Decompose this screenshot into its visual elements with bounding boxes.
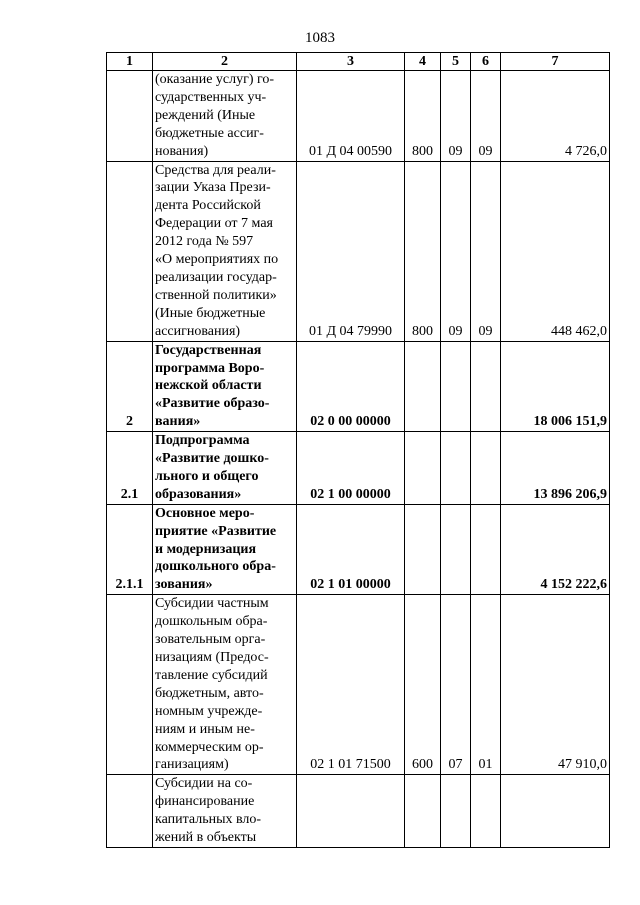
row-description: Субсидии на со- финансирование капитальных вло- жений в объекты bbox=[153, 775, 297, 848]
row-description: Средства для реали- зации Указа Прези- дента Российской Федерации от 7 мая 2012 года № 597 «О мероприятиях по реализации государ- ственной политики» (Иные бюджетные ассигнования) bbox=[153, 161, 297, 341]
row-number bbox=[107, 71, 153, 162]
table-row bbox=[107, 432, 610, 505]
row-amount: 13 896 206,9 bbox=[501, 432, 610, 505]
row-description: Государственная программа Воро- нежской области «Развитие образо- вания» bbox=[153, 341, 297, 432]
page-number: 1083 bbox=[305, 30, 335, 46]
row-col5 bbox=[441, 504, 471, 595]
row-number: 2.1 bbox=[107, 432, 153, 505]
row-description: (оказание услуг) го- сударственных уч- реждений (Иные бюджетные ассиг- нования) bbox=[153, 71, 297, 162]
row-col6: 09 bbox=[471, 161, 501, 341]
row-amount bbox=[501, 775, 610, 848]
table-row bbox=[107, 504, 610, 595]
row-code bbox=[297, 775, 405, 848]
row-code: 02 1 00 00000 bbox=[297, 432, 405, 505]
row-col4 bbox=[405, 341, 441, 432]
row-col5 bbox=[441, 775, 471, 848]
column-header: 1 bbox=[107, 53, 153, 71]
row-amount: 18 006 151,9 bbox=[501, 341, 610, 432]
row-col6 bbox=[471, 775, 501, 848]
row-col6 bbox=[471, 432, 501, 505]
row-col6 bbox=[471, 341, 501, 432]
row-description: Субсидии частным дошкольным обра- зовательным орга- низациям (Предос- тавление субсидий бюджетным, авто- номным учрежде- ниям и иным не- коммерческим ор- ганизациям) bbox=[153, 595, 297, 775]
row-col5 bbox=[441, 432, 471, 505]
row-code: 02 0 00 00000 bbox=[297, 341, 405, 432]
row-number bbox=[107, 775, 153, 848]
column-header: 3 bbox=[297, 53, 405, 71]
row-number bbox=[107, 161, 153, 341]
row-code: 01 Д 04 79990 bbox=[297, 161, 405, 341]
row-description: Подпрограмма «Развитие дошко- льного и общего образования» bbox=[153, 432, 297, 505]
table-row bbox=[107, 775, 610, 848]
column-header: 4 bbox=[405, 53, 441, 71]
row-number bbox=[107, 595, 153, 775]
table-body bbox=[107, 71, 610, 848]
row-number: 2 bbox=[107, 341, 153, 432]
row-col5: 09 bbox=[441, 71, 471, 162]
row-col6: 01 bbox=[471, 595, 501, 775]
row-col6: 09 bbox=[471, 71, 501, 162]
table-row bbox=[107, 71, 610, 162]
row-code: 01 Д 04 00590 bbox=[297, 71, 405, 162]
table-row bbox=[107, 595, 610, 775]
row-col4 bbox=[405, 775, 441, 848]
row-description: Основное меро- приятие «Развитие и модернизация дошкольного обра- зования» bbox=[153, 504, 297, 595]
row-col4 bbox=[405, 432, 441, 505]
column-header: 2 bbox=[153, 53, 297, 71]
column-header: 7 bbox=[501, 53, 610, 71]
row-col4: 600 bbox=[405, 595, 441, 775]
row-amount: 4 152 222,6 bbox=[501, 504, 610, 595]
row-col5: 07 bbox=[441, 595, 471, 775]
row-code: 02 1 01 00000 bbox=[297, 504, 405, 595]
row-amount: 4 726,0 bbox=[501, 71, 610, 162]
row-col5 bbox=[441, 341, 471, 432]
row-col4: 800 bbox=[405, 71, 441, 162]
row-code: 02 1 01 71500 bbox=[297, 595, 405, 775]
column-header: 5 bbox=[441, 53, 471, 71]
row-amount: 448 462,0 bbox=[501, 161, 610, 341]
table-row bbox=[107, 161, 610, 341]
row-number: 2.1.1 bbox=[107, 504, 153, 595]
column-header: 6 bbox=[471, 53, 501, 71]
header-row bbox=[107, 53, 610, 71]
budget-table bbox=[106, 52, 610, 848]
row-col6 bbox=[471, 504, 501, 595]
row-col5: 09 bbox=[441, 161, 471, 341]
row-col4: 800 bbox=[405, 161, 441, 341]
row-amount: 47 910,0 bbox=[501, 595, 610, 775]
row-col4 bbox=[405, 504, 441, 595]
table-row bbox=[107, 341, 610, 432]
